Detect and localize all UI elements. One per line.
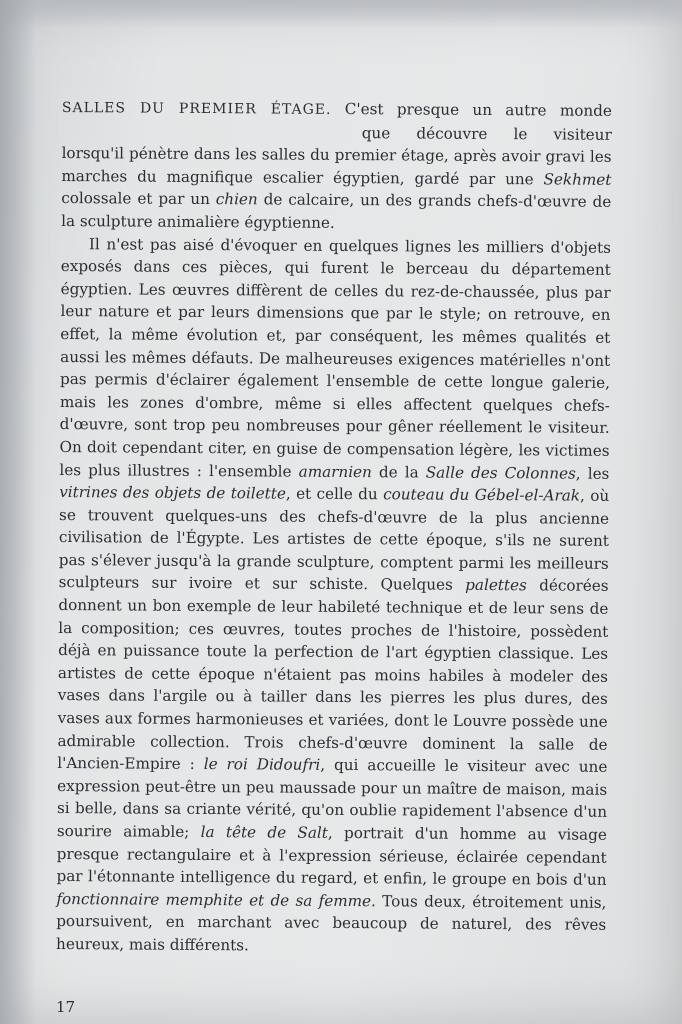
italic-term: couteau du Gébel-el-Arak [383,485,581,505]
paragraph-2-text: , et celle du [285,484,384,504]
italic-term: le roi Didoufri [203,755,321,775]
italic-term: vitrines des objets de toilette [59,483,286,503]
italic-term: chien [215,190,258,209]
italic-term: Salle des Colonnes [425,463,576,483]
italic-term: amarnien [298,462,372,481]
section-title: SALLES DU PREMIER ÉTAGE. [61,99,332,118]
paragraph-1-text: colossale et par un [61,189,216,209]
paragraph-2-text: , les [575,464,610,483]
paragraph-2-text: de la [371,462,426,482]
page-gutter-shadow [0,0,36,1024]
paragraph-2 [56,233,611,960]
italic-term: la tête de Salt [200,822,328,842]
page-top-shadow [0,0,682,28]
italic-term: fonctionnaire memphite et de sa femme [56,889,372,910]
paragraph-2-text: , portrait d'un homme au visage presque rectangulaire et à l'expression sérieuse, éclairée cependant par l'étonnante intelligence du regard, et enfin, le groupe en bois d'un [56,823,607,890]
paragraph-2-text: Il n'est pas aisé d'évoquer en quelques lignes les milliers d'objets exposés dans ces pièces, qui furent le berceau du département égyptien. Les œuvres diffèrent de celles du rez-de-chaussée, plus par leur nature et par leurs dimensions que par le style; on retrouve, en effet, la même évolution et, par conséquent, les mêmes qualités et aussi les mêmes défauts. De malheureuses exigences matérielles n'ont pas permis d'éclairer également l'ensemble de cette longue galerie, mais les zones d'ombre, même si elles affectent quelques chefs-d'œuvre, sont trop peu nombreuses pour gêner réellement le visiteur. On doit cependant citer, en guise de compensation légère, les victimes les plus illustres : l'ensemble [59,234,612,481]
heading-line [62,96,612,123]
paragraph-1 [61,96,612,236]
italic-term: palettes [465,576,527,595]
paragraph-2-text: , où se trouvent quelques-uns des chefs-d'œuvre de la plus ancienne civilisation de l'Égypte. Les artistes de cette époque, s'ils ne surent pas s'élever jusqu'à la grande sculpture, comptent parmi les meilleurs sculpteurs sur ivoire et sur schiste. Quelques [58,486,610,595]
paragraph-1-text: lorsqu'il pénètre dans les salles du premier étage, après avoir gravi les marches du magnifique escalier égyptien, gardé par une [61,144,612,189]
italic-term: Sekhmet [543,170,612,189]
paragraph-1-text: de calcaire, un des grands chefs-d'œuvre de la sculpture animalière égyptienne. [61,190,612,232]
paragraph-2-text: . Tous deux, étroitement unis, poursuivent, en marchant avec beaucoup de naturel, des rêves heureux, mais différents. [56,891,607,955]
opening-line-2: que découvre le visiteur [361,123,612,144]
paragraph-2-text: décorées donnent un bon exemple de leur habileté technique et de leur sens de la composition; ces œuvres, toutes proches de l'histoire, possèdent déjà en puissance toute la perfection de l'art égyptien classique. Les artistes de cette époque n'étaient pas moins habiles à modeler des vases dans l'argile ou à tailler dans les pierres les plus dures, des vases aux formes harmonieuses et variées, dont le Louvre possède une admirable collection. Trois chefs-d'œuvre dominent la salle de l'Ancien-Empire : [57,576,609,774]
page-number: 17 [56,998,76,1016]
paragraph-2-text: , qui accueille le visiteur avec une expression peut-être un peu maussade pour un maître de maison, mais si belle, dans sa criante vérité, qu'on oublie rapidement l'absence d'un sourire aimable; [56,756,608,841]
body-text [56,96,612,959]
opening-line-1: C'est presque un autre monde [344,99,612,120]
